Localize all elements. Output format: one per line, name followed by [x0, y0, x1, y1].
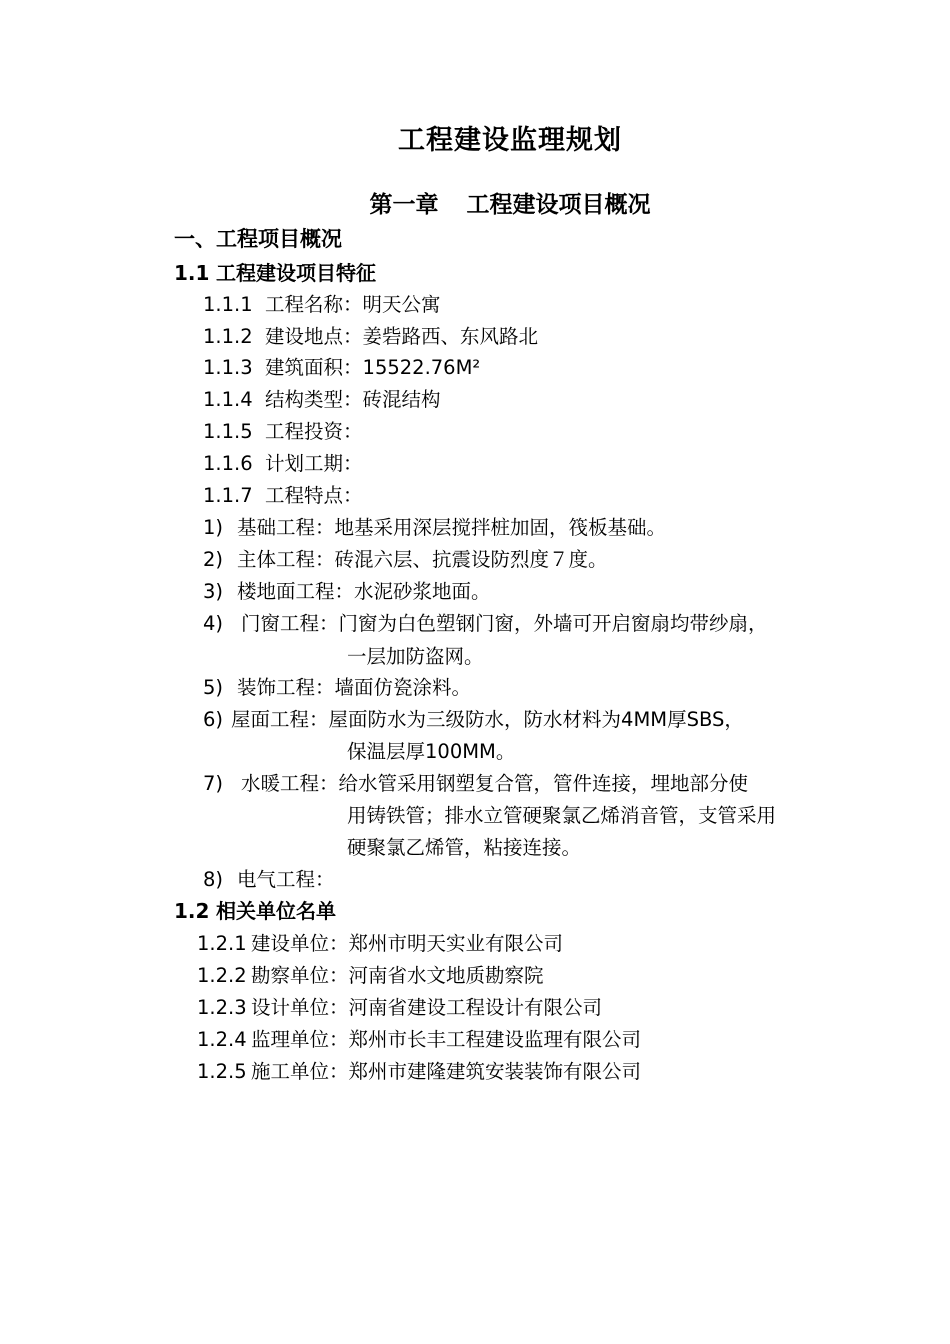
feature-item: 7) 水暖工程：给水管采用钢塑复合管，管件连接，埋地部分使 — [203, 772, 749, 795]
feature-label: 屋面工程 — [231, 708, 310, 731]
feature-item: 8) 电气工程： — [203, 868, 335, 891]
feature-text: 水泥砂浆地面。 — [354, 580, 491, 603]
subsection-number: 1.2 — [174, 899, 210, 923]
unit-label: 勘察单位 — [251, 964, 330, 987]
subsection-number: 1.1 — [174, 261, 210, 285]
feature-label: 电气工程 — [237, 868, 316, 891]
unit-label: 监理单位 — [251, 1028, 330, 1051]
feature-text-continuation: 硬聚氯乙烯管，粘接连接。 — [347, 836, 582, 859]
characteristic-item: 1.1.6 计划工期： — [203, 452, 363, 475]
unit-value: 郑州市建隆建筑安装装饰有限公司 — [348, 1060, 642, 1083]
unit-label: 施工单位 — [251, 1060, 330, 1083]
unit-value: 河南省水文地质勘察院 — [348, 964, 544, 987]
subsection-heading-1-2 — [174, 895, 336, 924]
feature-text-continuation: 保温层厚100MM。 — [347, 740, 516, 763]
unit-item: 1.2.5 施工单位：郑州市建隆建筑安装装饰有限公司 — [197, 1060, 642, 1083]
unit-value: 河南省建设工程设计有限公司 — [348, 996, 603, 1019]
item-label: 工程特点 — [265, 484, 344, 507]
feature-item: 2) 主体工程：砖混六层、抗震设防烈度７度。 — [203, 548, 608, 571]
feature-item: 4) 门窗工程：门窗为白色塑钢门窗，外墙可开启窗扇均带纱扇， — [203, 612, 768, 635]
subsection-title: 工程建设项目特征 — [216, 261, 376, 285]
characteristic-item: 1.1.3 建筑面积：15522.76M² — [203, 356, 481, 379]
feature-text: 给水管采用钢塑复合管，管件连接，埋地部分使 — [338, 772, 749, 795]
section-heading: 一、工程项目概况 — [174, 227, 342, 251]
item-value: 砖混结构 — [362, 388, 441, 411]
item-label: 建设地点 — [265, 325, 344, 348]
feature-item: 1) 基础工程：地基采用深层搅拌桩加固，筏板基础。 — [203, 516, 667, 539]
subsection-heading-1-1 — [174, 257, 376, 286]
unit-label: 建设单位 — [251, 932, 330, 955]
feature-text: 砖混六层、抗震设防烈度７度。 — [334, 548, 608, 571]
unit-label: 设计单位 — [251, 996, 330, 1019]
item-value: 15522.76M² — [362, 356, 481, 379]
unit-value: 郑州市长丰工程建设监理有限公司 — [348, 1028, 642, 1051]
feature-text: 屋面防水为三级防水，防水材料为4MM厚SBS， — [328, 708, 744, 731]
characteristic-item: 1.1.2 建设地点：姜砦路西、东风路北 — [203, 325, 539, 348]
item-label: 工程投资 — [265, 420, 344, 443]
unit-item: 1.2.1 建设单位：郑州市明天实业有限公司 — [197, 932, 564, 955]
characteristic-item: 1.1.5 工程投资： — [203, 420, 363, 443]
characteristic-item: 1.1.7 工程特点： — [203, 484, 363, 507]
unit-item: 1.2.3 设计单位：河南省建设工程设计有限公司 — [197, 996, 603, 1019]
feature-label: 基础工程 — [237, 516, 316, 539]
subsection-title: 相关单位名单 — [216, 899, 336, 923]
feature-item: 6) 屋面工程：屋面防水为三级防水，防水材料为4MM厚SBS， — [203, 708, 744, 731]
feature-text: 门窗为白色塑钢门窗，外墙可开启窗扇均带纱扇， — [338, 612, 768, 635]
unit-item: 1.2.2 勘察单位：河南省水文地质勘察院 — [197, 964, 544, 987]
chapter-heading — [0, 186, 950, 219]
item-label: 建筑面积 — [265, 356, 344, 379]
feature-item: 3) 楼地面工程：水泥砂浆地面。 — [203, 580, 491, 603]
item-label: 结构类型 — [265, 388, 344, 411]
unit-item: 1.2.4 监理单位：郑州市长丰工程建设监理有限公司 — [197, 1028, 642, 1051]
characteristic-item: 1.1.4 结构类型：砖混结构 — [203, 388, 441, 411]
feature-label: 水暖工程 — [241, 772, 320, 795]
item-value: 姜砦路西、东风路北 — [362, 325, 539, 348]
characteristic-item: 1.1.1 工程名称：明天公寓 — [203, 293, 441, 316]
feature-text-continuation: 一层加防盗网。 — [347, 645, 484, 668]
item-label: 工程名称 — [265, 293, 344, 316]
feature-label: 门窗工程 — [241, 612, 320, 635]
feature-text: 墙面仿瓷涂料。 — [334, 676, 472, 699]
feature-label: 装饰工程 — [237, 676, 316, 699]
item-value: 明天公寓 — [362, 293, 441, 316]
unit-value: 郑州市明天实业有限公司 — [348, 932, 564, 955]
feature-item: 5) 装饰工程：墙面仿瓷涂料。 — [203, 676, 472, 699]
chapter-title: 工程建设项目概况 — [466, 192, 651, 218]
feature-label: 主体工程 — [237, 548, 316, 571]
feature-label: 楼地面工程 — [237, 580, 335, 603]
document-title: 工程建设监理规划 — [398, 125, 622, 156]
feature-text: 地基采用深层搅拌桩加固，筏板基础。 — [334, 516, 667, 539]
chapter-label: 第一章 — [369, 192, 439, 218]
feature-text-continuation: 用铸铁管；排水立管硬聚氯乙烯消音管，支管采用 — [347, 804, 777, 827]
item-label: 计划工期 — [265, 452, 344, 475]
